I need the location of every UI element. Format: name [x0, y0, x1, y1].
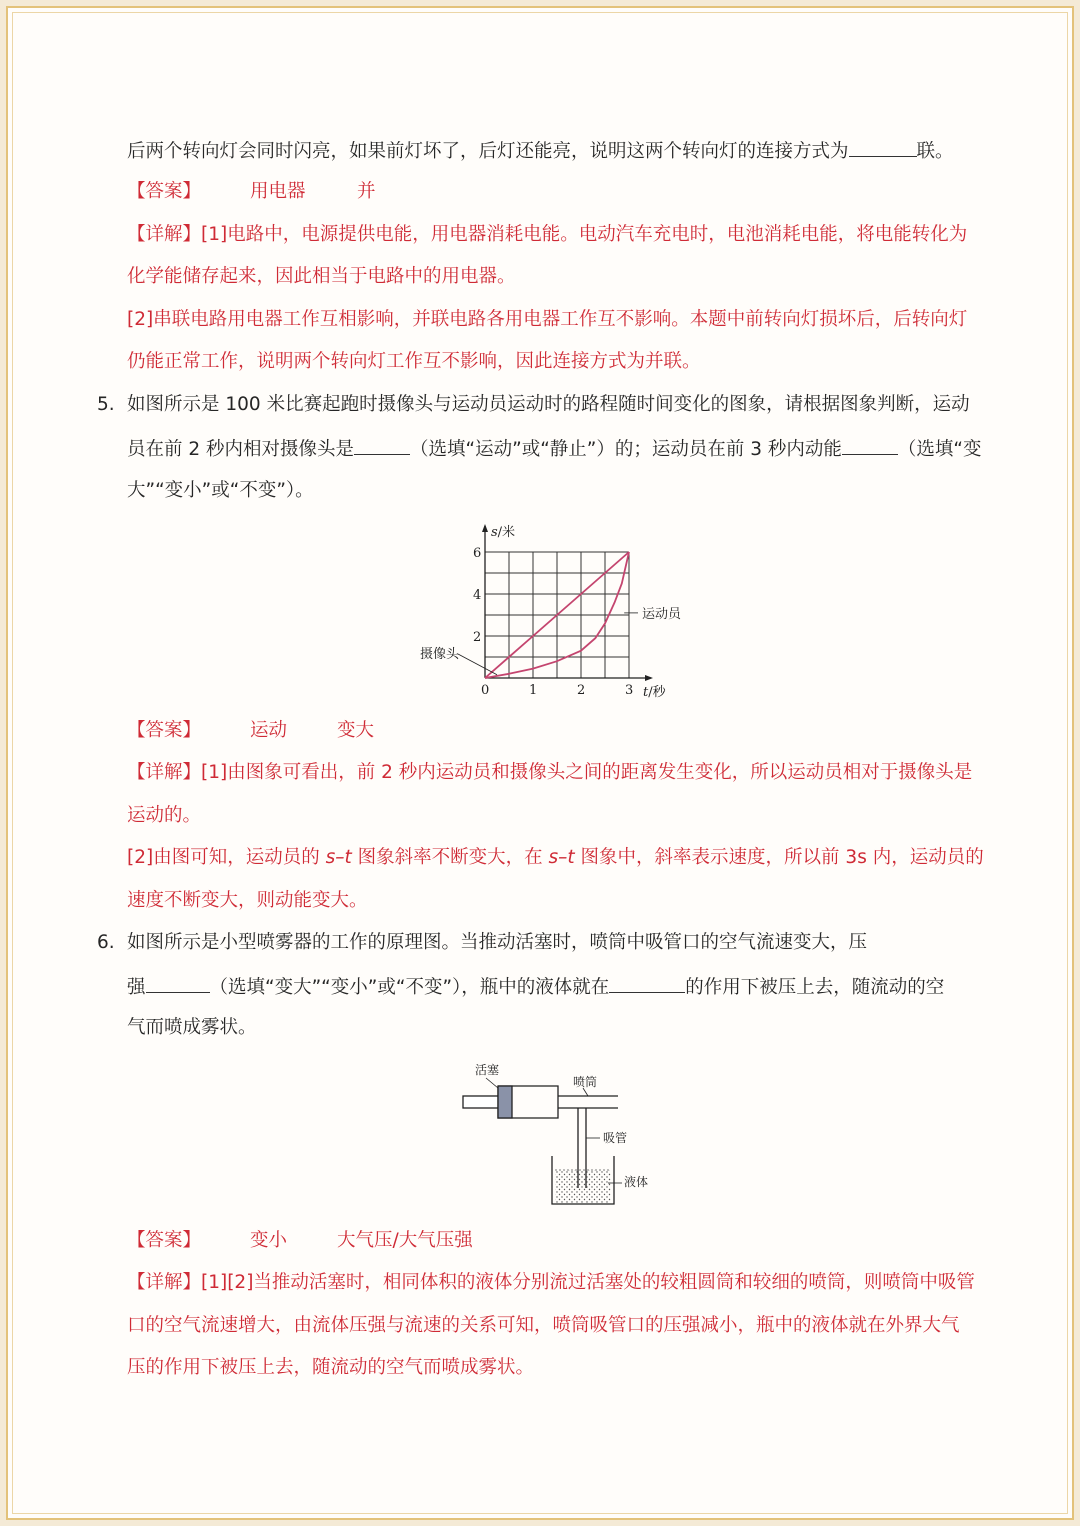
- answer-label: 【答案】: [127, 720, 202, 741]
- q6-line-text: （选填“变大”“变小”或“不变”），瓶中的液体就在: [209, 977, 610, 998]
- q5-explain-line: [127, 846, 984, 870]
- q5-explain-line: 速度不断变大，则动能变大。: [127, 890, 368, 911]
- x-tick-label: 1: [529, 683, 538, 698]
- cylinder-outline: [498, 1086, 618, 1118]
- q4-line-text-end: 联。: [916, 141, 954, 162]
- q5-line-text: （选填“运动”或“静止”）的；运动员在前 3 秒内动能: [410, 439, 842, 460]
- answer-1: 运动: [250, 720, 288, 741]
- q4-explain-line: 【详解】[1]电路中，电源提供电能，用电器消耗电能。电动汽车充电时，电池消耗电能，将电能转化为: [127, 224, 968, 245]
- answer-blank: [609, 974, 685, 993]
- y-axis-label: s/米: [491, 525, 516, 540]
- explain-text: 图象中，斜率表示速度，所以前 3s 内，运动员的: [574, 847, 984, 868]
- y-tick-label: 4: [473, 588, 482, 603]
- q4-text-line: [127, 138, 954, 164]
- q5-line-text: （选填“变: [897, 439, 982, 460]
- q4-explain-line: [2]串联电路用电器工作互相影响，并联电路各用电器工作互不影响。本题中前转向灯损坏后，后转向灯: [127, 309, 968, 330]
- explain-text: [2]由图可知，运动员的: [127, 847, 326, 868]
- q5-text-line: 大”“变小”或“不变”）。: [127, 480, 314, 501]
- q6-number: 6.: [97, 932, 115, 953]
- st-symbol: s–t: [548, 847, 575, 868]
- q4-explain-line: 化学能储存起来，因此相当于电路中的用电器。: [127, 266, 516, 287]
- y-tick-label: 6: [473, 546, 482, 561]
- y-tick-label: 2: [473, 630, 482, 645]
- answer-blank: [354, 436, 410, 455]
- q4-line-text: 后两个转向灯会同时闪亮，如果前灯坏了，后灯还能亮，说明这两个转向灯的连接方式为: [127, 141, 849, 162]
- piston: [498, 1086, 512, 1118]
- answer-1: 变小: [250, 1230, 288, 1251]
- series-label-camera: 摄像头: [420, 647, 460, 662]
- answer-label: 【答案】: [127, 181, 202, 202]
- label-tube: 吸管: [603, 1131, 628, 1145]
- q6-explain-line: 压的作用下被压上去，随流动的空气而喷成雾状。: [127, 1357, 535, 1378]
- q6-explain-line: 【详解】[1][2]当推动活塞时，相同体积的液体分别流过活塞处的较粗圆筒和较细的喷筒，则喷筒中吸管: [127, 1272, 975, 1293]
- x-tick-label: 2: [577, 683, 586, 698]
- q6-text-line: 气而喷成雾状。: [127, 1017, 257, 1038]
- sprayer-diagram: [458, 1058, 658, 1210]
- x-tick-label: 0: [481, 683, 490, 698]
- x-tick-label: 3: [625, 683, 634, 698]
- q5-explain-line: 运动的。: [127, 805, 202, 826]
- label-piston: 活塞: [475, 1063, 500, 1077]
- q5-text-line: 如图所示是 100 米比赛起跑时摄像头与运动员运动时的路程随时间变化的图象，请根据图象判断，运动: [127, 394, 970, 415]
- q4-explain-line: 仍能正常工作，说明两个转向灯工作互不影响，因此连接方式为并联。: [127, 351, 701, 372]
- answer-blank: [849, 138, 917, 157]
- q6-line-text: 的作用下被压上去，随流动的空: [685, 977, 945, 998]
- label-nozzle: 喷筒: [573, 1075, 598, 1089]
- answer-1: 用电器: [250, 181, 306, 202]
- series-label-runner: 运动员: [642, 606, 682, 622]
- q6-text-line: [127, 974, 944, 1000]
- answer-blank: [842, 436, 898, 455]
- liquid: [555, 1170, 611, 1204]
- label-liquid: 液体: [624, 1175, 649, 1189]
- q6-text-line: 如图所示是小型喷雾器的工作的原理图。当推动活塞时，喷筒中吸管口的空气流速变大，压: [127, 932, 868, 953]
- q5-explain-line: 【详解】[1]由图象可看出，前 2 秒内运动员和摄像头之间的距离发生变化，所以运动员相对于摄像头是: [127, 762, 973, 783]
- x-axis-arrow: [645, 675, 653, 681]
- answer-2: 并: [357, 181, 376, 202]
- answer-blank: [146, 974, 210, 993]
- q5-line-text: 员在前 2 秒内相对摄像头是: [127, 439, 355, 460]
- answer-label: 【答案】: [127, 1230, 202, 1251]
- answer-2: 变大: [337, 720, 375, 741]
- piston-rod: [463, 1096, 503, 1108]
- q6-line-text: 强: [127, 977, 146, 998]
- x-axis-label: t/秒: [643, 685, 666, 700]
- q5-number: 5.: [97, 394, 115, 415]
- s-t-graph: [410, 518, 710, 706]
- answer-2: 大气压/大气压强: [337, 1230, 473, 1251]
- explain-text: 图象斜率不断变大，在: [351, 847, 549, 868]
- st-symbol: s–t: [325, 847, 352, 868]
- q6-explain-line: 口的空气流速增大，由流体压强与流速的关系可知，喷筒吸管口的压强减小，瓶中的液体就在外界大气: [127, 1315, 960, 1336]
- q5-text-line: [127, 436, 982, 462]
- y-axis-arrow: [482, 524, 488, 532]
